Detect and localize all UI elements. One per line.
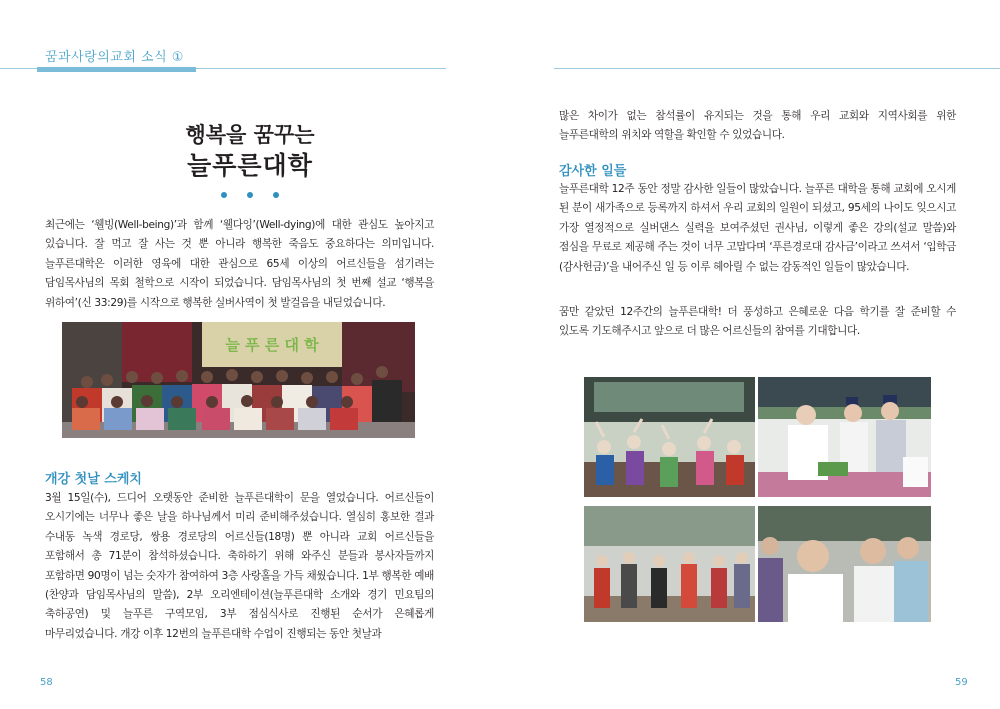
header-accent-bar (37, 67, 196, 72)
section2-heading: 감사한 일들 (559, 164, 627, 179)
closing-paragraph: 꿈만 같았던 12주간의 늘푸른대학! 더 풍성하고 은혜로운 다음 학기를 잘 준비할 수 있도록 기도해주시고 앞으로 더 많은 어르신들의 참여를 기대합니다. (559, 306, 956, 338)
section1-heading: 개강 첫날 스케치 (45, 472, 142, 487)
photo-exercise (584, 377, 755, 497)
page-number-right: 59 (955, 677, 968, 688)
section1-body: 3월 15일(수), 드디어 오랫동안 준비한 늘푸른대학이 문을 열었습니다. 어르신들이 오시기에는 너무나 좋은 날을 하나님께서 미리 준비해주셨습니다. 열심히 홍보한 결과 수내동 녹색 경로당, 쌍용 경로당의 어르신들(18명) 뿐 아니라 교회 어르신들을 포함해서 총 71분이 참석하셨습니다. 축하하기 위해 와주신 분들과 봉사자들까지 포함하면 90명이 넘는 숫자가 참여하여 3층 사랑홀을 가득 채웠습니다. 1부 행복한 예배(찬양과 담임목사님의 말씀), 2부 오리엔테이션(늘푸른대학 소개와 경기 민요팀의 축하공연) 및 늘푸른 구역모임, 3부 점심식사로 진행된 순서가 은혜롭게 마무리었습니다. 개강 이후 12번의 늘푸른대학 수업이 진행되는 동안 첫날과 (45, 492, 434, 640)
continued-paragraph: 많은 차이가 없는 참석률이 유지되는 것을 통해 우리 교회와 지역사회를 위한 늘푸른대학의 위치와 역할을 확인할 수 있었습니다. (559, 110, 956, 142)
right-page (500, 0, 1000, 709)
header-rule-right (554, 68, 1000, 69)
article-title-line1: 행복을 꿈꾸는 (185, 123, 315, 147)
photo-serving-meal (758, 377, 931, 497)
group-photo (62, 322, 415, 438)
title-dots-ornament (0, 183, 500, 202)
section2-body: 늘푸른대학 12주 동안 정말 감사한 일들이 많았습니다. 늘푸른 대학을 통해 교회에 오시게 된 분이 새가족으로 등록까지 하셔서 우리 교회의 일원이 되셨고, 95세의 나이도 잊으시고 가장 열정적으로 실버댄스 실력을 보여주셨던 권사님, 이렇게 좋은 강의(설교 말씀)와 점심을 무료로 제공해 주는 것이 너무 고맙다며 ‘푸른경로대 감사금’이라고 쓰셔서 ‘입학금(감사헌금)’을 내어주신 일 등 이루 헤아릴 수 없는 감동적인 일들이 많았습니다. (559, 183, 956, 273)
article-title-line2: 늘푸른대학 (187, 151, 313, 180)
photo-elders-smiling (758, 506, 931, 622)
photo-dance (584, 506, 755, 622)
banner-text: 늘 푸 른 대 학 (225, 336, 319, 354)
section-label: 꿈과사랑의교회 소식 ① (45, 50, 184, 65)
intro-paragraph: 최근에는 ‘웰빙(Well-being)’과 함께 ‘웰다잉’(Well-dying)에 대한 관심도 높아지고 있습니다. 잘 먹고 잘 사는 것 뿐 아니라 행복한 죽음도 중요하다는 의미입니다. 늘푸른대학은 이러한 영육에 대한 관심으로 65세 이상의 어르신들을 섬기려는 담임목사님의 목회 철학으로 시작이 되었습니다. 담임목사님의 첫 번째 설교 ‘행복을 위하여’(신 33:29)를 시작으로 행복한 실버사역이 첫 발걸음을 내딛었습니다. (45, 219, 434, 309)
page-number-left: 58 (40, 677, 53, 688)
